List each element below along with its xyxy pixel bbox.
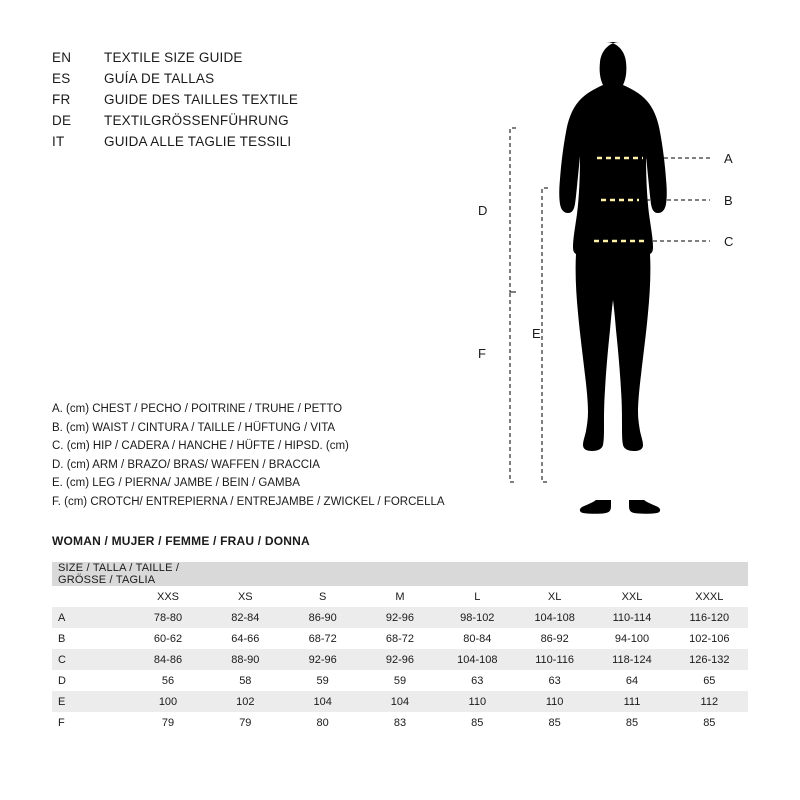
title-row — [52, 113, 472, 133]
cell: 58 — [239, 674, 252, 687]
table-column-row — [52, 586, 748, 607]
cell: 64-66 — [231, 632, 260, 645]
title-lang-de: DE — [52, 113, 72, 128]
title-lang-it: IT — [52, 134, 65, 149]
cell: 59 — [393, 674, 407, 687]
cell: 79 — [239, 716, 252, 729]
table-header-spacer — [516, 562, 593, 586]
table-header-spacer — [207, 562, 284, 586]
table-row — [52, 691, 748, 712]
table-header-spacer — [284, 562, 361, 586]
cell: 111 — [623, 695, 641, 708]
column-xxs: XXS — [156, 590, 179, 603]
table-header-spacer — [671, 562, 748, 586]
cell: 88-90 — [231, 653, 260, 666]
title-row — [52, 71, 472, 91]
cell: 85 — [703, 716, 716, 729]
legend-line-e: E. (cm) LEG / PIERNA/ JAMBE / BEIN / GAMBA — [52, 477, 300, 489]
cell: 59 — [316, 674, 329, 687]
cell: 65 — [703, 674, 716, 687]
column-s: S — [318, 590, 327, 603]
cell: 84-86 — [153, 653, 183, 666]
cell: 64 — [625, 674, 639, 687]
column-xl: XL — [547, 590, 562, 603]
legend-block — [52, 400, 572, 511]
title-text-en: TEXTILE SIZE GUIDE — [104, 50, 243, 65]
cell: 104-108 — [534, 611, 575, 624]
cell: 94-100 — [614, 632, 650, 645]
callout-label-a: A — [724, 151, 733, 166]
title-lang-en: EN — [52, 50, 72, 65]
title-text-es: GUÍA DE TALLAS — [104, 71, 215, 86]
row-label-a: A — [58, 611, 66, 624]
cell: 56 — [161, 674, 175, 687]
row-label-e: E — [58, 695, 66, 708]
title-row — [52, 92, 472, 112]
cell: 80-84 — [463, 632, 492, 645]
cell: 102-106 — [689, 632, 730, 645]
cell: 68-72 — [308, 632, 337, 645]
legend-line-a: A. (cm) CHEST / PECHO / POITRINE / TRUHE / PETTO — [52, 403, 343, 415]
title-row — [52, 134, 472, 154]
title-row — [52, 50, 472, 70]
female-silhouette-icon — [559, 42, 667, 514]
cell: 85 — [471, 716, 484, 729]
cell: 92-96 — [308, 653, 337, 666]
cell: 118-124 — [612, 653, 652, 666]
cell: 80 — [316, 716, 329, 729]
title-text-fr: GUIDE DES TAILLES TEXTILE — [104, 92, 299, 107]
cell: 110 — [468, 695, 487, 708]
cell: 63 — [471, 674, 484, 687]
cell: 79 — [161, 716, 175, 729]
table-row — [52, 670, 748, 691]
legend-line-b: B. (cm) WAIST / CINTURA / TAILLE / HÜFTUNG / VITA — [52, 421, 336, 434]
cell: 78-80 — [153, 611, 183, 624]
column-xxl: XXL — [621, 590, 643, 603]
column-corner — [52, 586, 129, 607]
table-row — [52, 607, 748, 628]
title-lang-es: ES — [52, 71, 71, 86]
cell: 86-92 — [540, 632, 569, 645]
bracket-d — [510, 128, 516, 292]
cell: 92-96 — [385, 653, 415, 666]
row-label-d: D — [58, 674, 66, 687]
title-text-de: TEXTILGRÖSSENFÜHRUNG — [104, 113, 289, 128]
cell: 63 — [548, 674, 561, 687]
cell: 100 — [158, 695, 178, 708]
cell: 82-84 — [231, 611, 260, 624]
cell: 110-114 — [612, 611, 652, 624]
legend-line-d: D. (cm) ARM / BRAZO/ BRAS/ WAFFEN / BRACCIA — [52, 458, 320, 471]
table-row — [52, 649, 748, 670]
cell: 98-102 — [460, 611, 495, 624]
size-table — [52, 562, 748, 733]
table-row — [52, 628, 748, 649]
callout-label-c: C — [724, 234, 734, 249]
cell: 83 — [393, 716, 407, 729]
column-xxxl: XXXL — [695, 590, 724, 603]
title-text-it: GUIDA ALLE TAGLIE TESSILI — [104, 134, 292, 149]
column-xs: XS — [237, 590, 253, 603]
table-header-label: SIZE / TALLA / TAILLE / GRÖSSE / TAGLIA — [58, 562, 180, 586]
row-label-c: C — [58, 653, 66, 666]
row-label-f: F — [58, 716, 65, 729]
cell: 126-132 — [689, 653, 730, 666]
cell: 104-108 — [457, 653, 498, 666]
cell: 110-116 — [535, 653, 574, 666]
gender-label: WOMAN / MUJER / FEMME / FRAU / DONNA — [52, 534, 310, 548]
cell: 102 — [236, 695, 255, 708]
cell: 104 — [390, 695, 410, 708]
title-lang-fr: FR — [52, 92, 71, 107]
column-m: M — [395, 590, 405, 603]
size-table-wrap — [52, 562, 748, 733]
cell: 85 — [548, 716, 561, 729]
cell: 92-96 — [385, 611, 415, 624]
legend-line-f: F. (cm) CROTCH/ ENTREPIERNA / ENTREJAMBE / ZWICKEL / FORCELLA — [52, 495, 445, 508]
table-header-spacer — [439, 562, 516, 586]
cell: 116-120 — [689, 611, 730, 624]
callout-label-b: B — [724, 193, 733, 208]
table-header-spacer — [361, 562, 438, 586]
cell: 110 — [545, 695, 564, 708]
table-header-spacer — [593, 562, 670, 586]
callout-label-d: D — [478, 203, 488, 218]
callout-label-f: F — [478, 346, 486, 361]
column-l: L — [474, 590, 481, 603]
cell: 68-72 — [385, 632, 415, 645]
callout-label-e: E — [532, 326, 541, 341]
table-row — [52, 712, 748, 733]
cell: 85 — [625, 716, 639, 729]
cell: 60-62 — [153, 632, 183, 645]
legend-line-c: C. (cm) HIP / CADERA / HANCHE / HÜFTE / HIPSD. (cm) — [52, 440, 349, 452]
table-header-row — [52, 562, 748, 586]
cell: 86-90 — [308, 611, 337, 624]
cell: 112 — [700, 695, 719, 708]
title-block — [52, 50, 472, 155]
cell: 104 — [313, 695, 332, 708]
row-label-b: B — [58, 632, 66, 645]
